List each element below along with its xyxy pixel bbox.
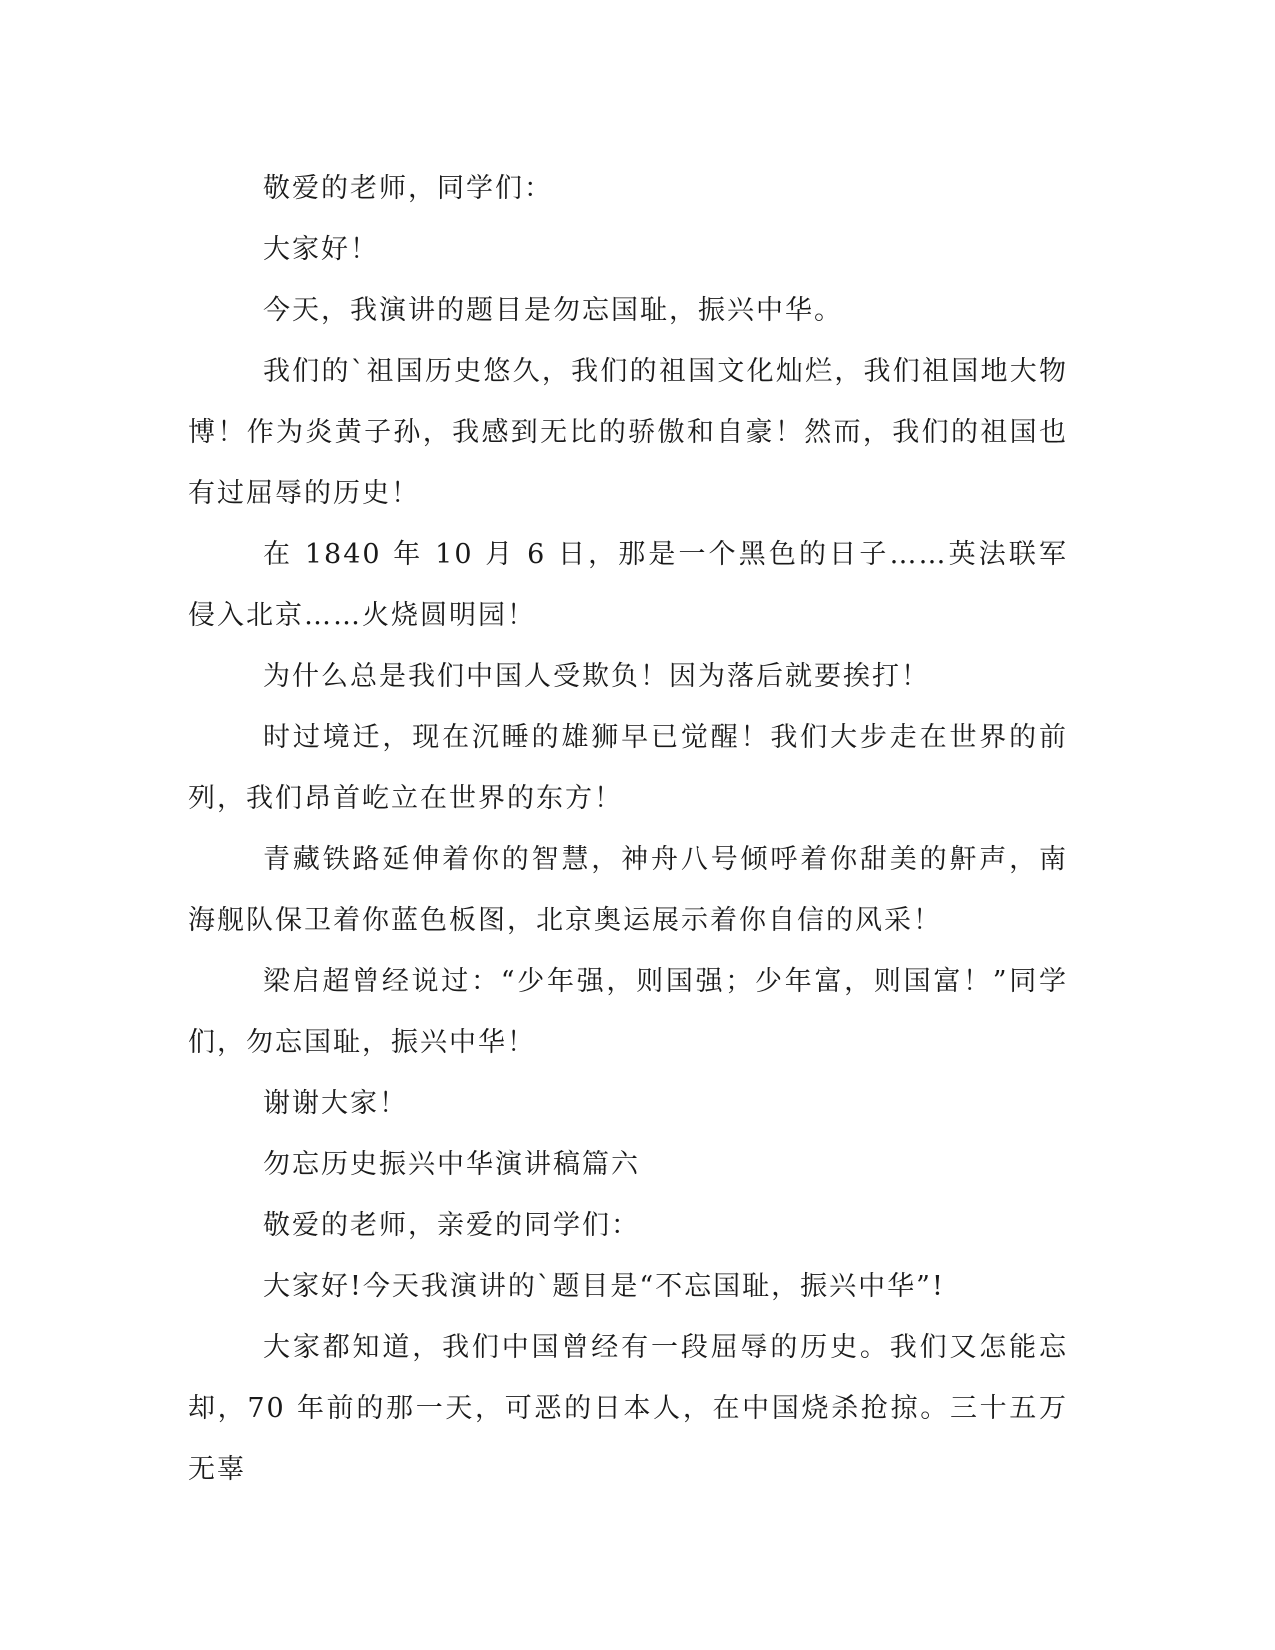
paragraph-greeting: 敬爱的老师，同学们：: [263, 173, 553, 204]
section-title: 勿忘历史振兴中华演讲稿篇六: [263, 1149, 640, 1180]
paragraph-why: 为什么总是我们中国人受欺负！因为落后就要挨打！: [263, 661, 930, 692]
paragraph-hello-2: 大家好!今天我演讲的`题目是“不忘国耻，振兴中华”!: [263, 1271, 945, 1302]
document-body: [188, 158, 1068, 1500]
paragraph-quote: 梁启超曾经说过：“少年强，则国强；少年富，则国富！”同学们，勿忘国耻，振兴中华！: [188, 966, 1068, 1058]
paragraph-awakened: 时过境迁，现在沉睡的雄狮早已觉醒！我们大步走在世界的前列，我们昂首屹立在世界的东方！: [188, 722, 1068, 814]
paragraph-hello: 大家好！: [263, 234, 379, 265]
paragraph-history: 我们的`祖国历史悠久，我们的祖国文化灿烂，我们祖国地大物博！作为炎黄子孙，我感到无比的骄傲和自豪！然而，我们的祖国也有过屈辱的历史！: [188, 356, 1068, 509]
paragraph-thanks: 谢谢大家！: [263, 1088, 408, 1119]
paragraph-1840: 在 1840 年 10 月 6 日，那是一个黑色的日子……英法联军侵入北京……火烧圆明园！: [188, 539, 1068, 631]
paragraph-topic: 今天，我演讲的题目是勿忘国耻，振兴中华。: [263, 295, 843, 326]
paragraph-history-2: 大家都知道，我们中国曾经有一段屈辱的历史。我们又怎能忘却，70 年前的那一天，可恶的日本人，在中国烧杀抢掠。三十五万无辜: [188, 1332, 1068, 1485]
paragraph-achievements: 青藏铁路延伸着你的智慧，神舟八号倾呼着你甜美的鼾声，南海舰队保卫着你蓝色板图，北京奥运展示着你自信的风采！: [188, 844, 1068, 936]
paragraph-greeting-2: 敬爱的老师，亲爱的同学们：: [263, 1210, 640, 1241]
